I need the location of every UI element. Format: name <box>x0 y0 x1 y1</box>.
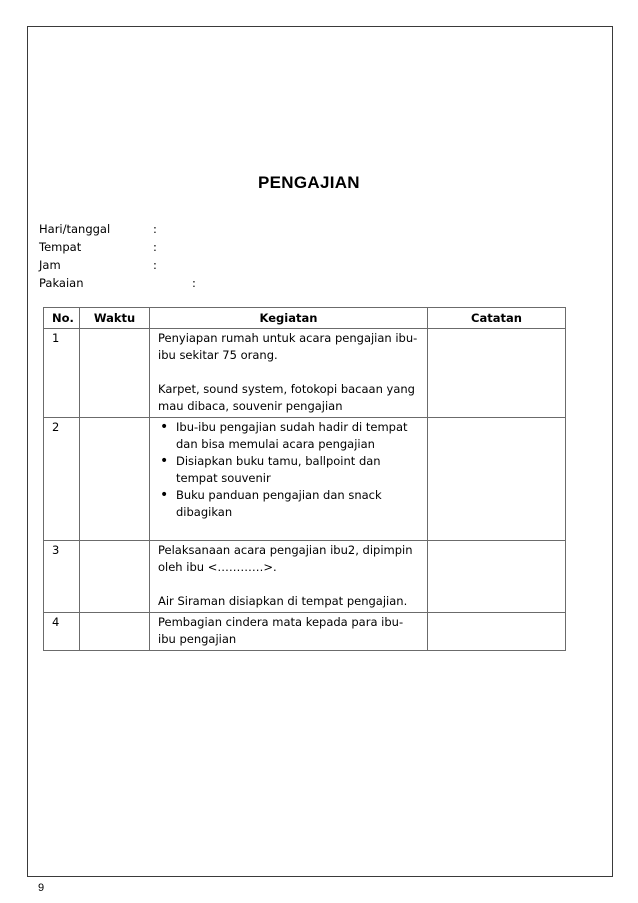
kegiatan-text: Air Siraman disiapkan di tempat pengajian. <box>158 594 408 608</box>
info-colon: : <box>153 222 157 236</box>
table-row <box>44 541 566 613</box>
kegiatan-text: Penyiapan rumah untuk acara pengajian ibu-ibu sekitar 75 orang. <box>158 331 418 362</box>
info-colon: : <box>153 258 157 272</box>
info-label-pakaian: Pakaian <box>39 276 84 290</box>
header-no: No. <box>44 308 80 329</box>
cell-no: 4 <box>44 613 80 651</box>
info-label-hari-tanggal: Hari/tanggal <box>39 222 111 236</box>
cell-waktu <box>80 541 150 613</box>
info-colon: : <box>153 240 157 254</box>
cell-no: 3 <box>44 541 80 613</box>
cell-waktu <box>80 418 150 541</box>
cell-no: 2 <box>44 418 80 541</box>
cell-kegiatan <box>150 418 428 541</box>
cell-kegiatan <box>150 329 428 418</box>
info-pakaian <box>39 275 196 292</box>
header-kegiatan: Kegiatan <box>150 308 428 329</box>
bullet-item: • Disiapkan buku tamu, ballpoint dan tempat souvenir <box>176 453 419 487</box>
bullet-item: • Ibu-ibu pengajian sudah hadir di tempat dan bisa memulai acara pengajian <box>176 419 419 453</box>
info-label-tempat: Tempat <box>39 240 82 254</box>
page-number: 9 <box>38 882 45 894</box>
cell-catatan <box>428 329 566 418</box>
info-label-jam: Jam <box>39 258 61 272</box>
table-row <box>44 613 566 651</box>
cell-waktu <box>80 329 150 418</box>
bullet-list <box>158 419 419 521</box>
cell-waktu <box>80 613 150 651</box>
header-catatan: Catatan <box>428 308 566 329</box>
cell-catatan <box>428 613 566 651</box>
kegiatan-text: Pembagian cindera mata kepada para ibu-ibu pengajian <box>158 615 404 646</box>
info-jam <box>39 257 157 274</box>
table-row <box>44 418 566 541</box>
schedule-table <box>43 307 566 651</box>
info-colon: : <box>192 276 196 290</box>
info-hari-tanggal <box>39 221 157 238</box>
cell-catatan <box>428 418 566 541</box>
cell-catatan <box>428 541 566 613</box>
info-tempat <box>39 239 157 256</box>
cell-no: 1 <box>44 329 80 418</box>
cell-kegiatan <box>150 541 428 613</box>
page-title: PENGAJIAN <box>258 173 360 192</box>
bullet-item: • Buku panduan pengajian dan snack dibagikan <box>176 487 419 521</box>
header-waktu: Waktu <box>80 308 150 329</box>
table-header-row <box>44 308 566 329</box>
cell-kegiatan <box>150 613 428 651</box>
table-row <box>44 329 566 418</box>
kegiatan-text: Karpet, sound system, fotokopi bacaan yang mau dibaca, souvenir pengajian <box>158 382 415 413</box>
kegiatan-text: Pelaksanaan acara pengajian ibu2, dipimpin oleh ibu <…………>. <box>158 543 413 574</box>
